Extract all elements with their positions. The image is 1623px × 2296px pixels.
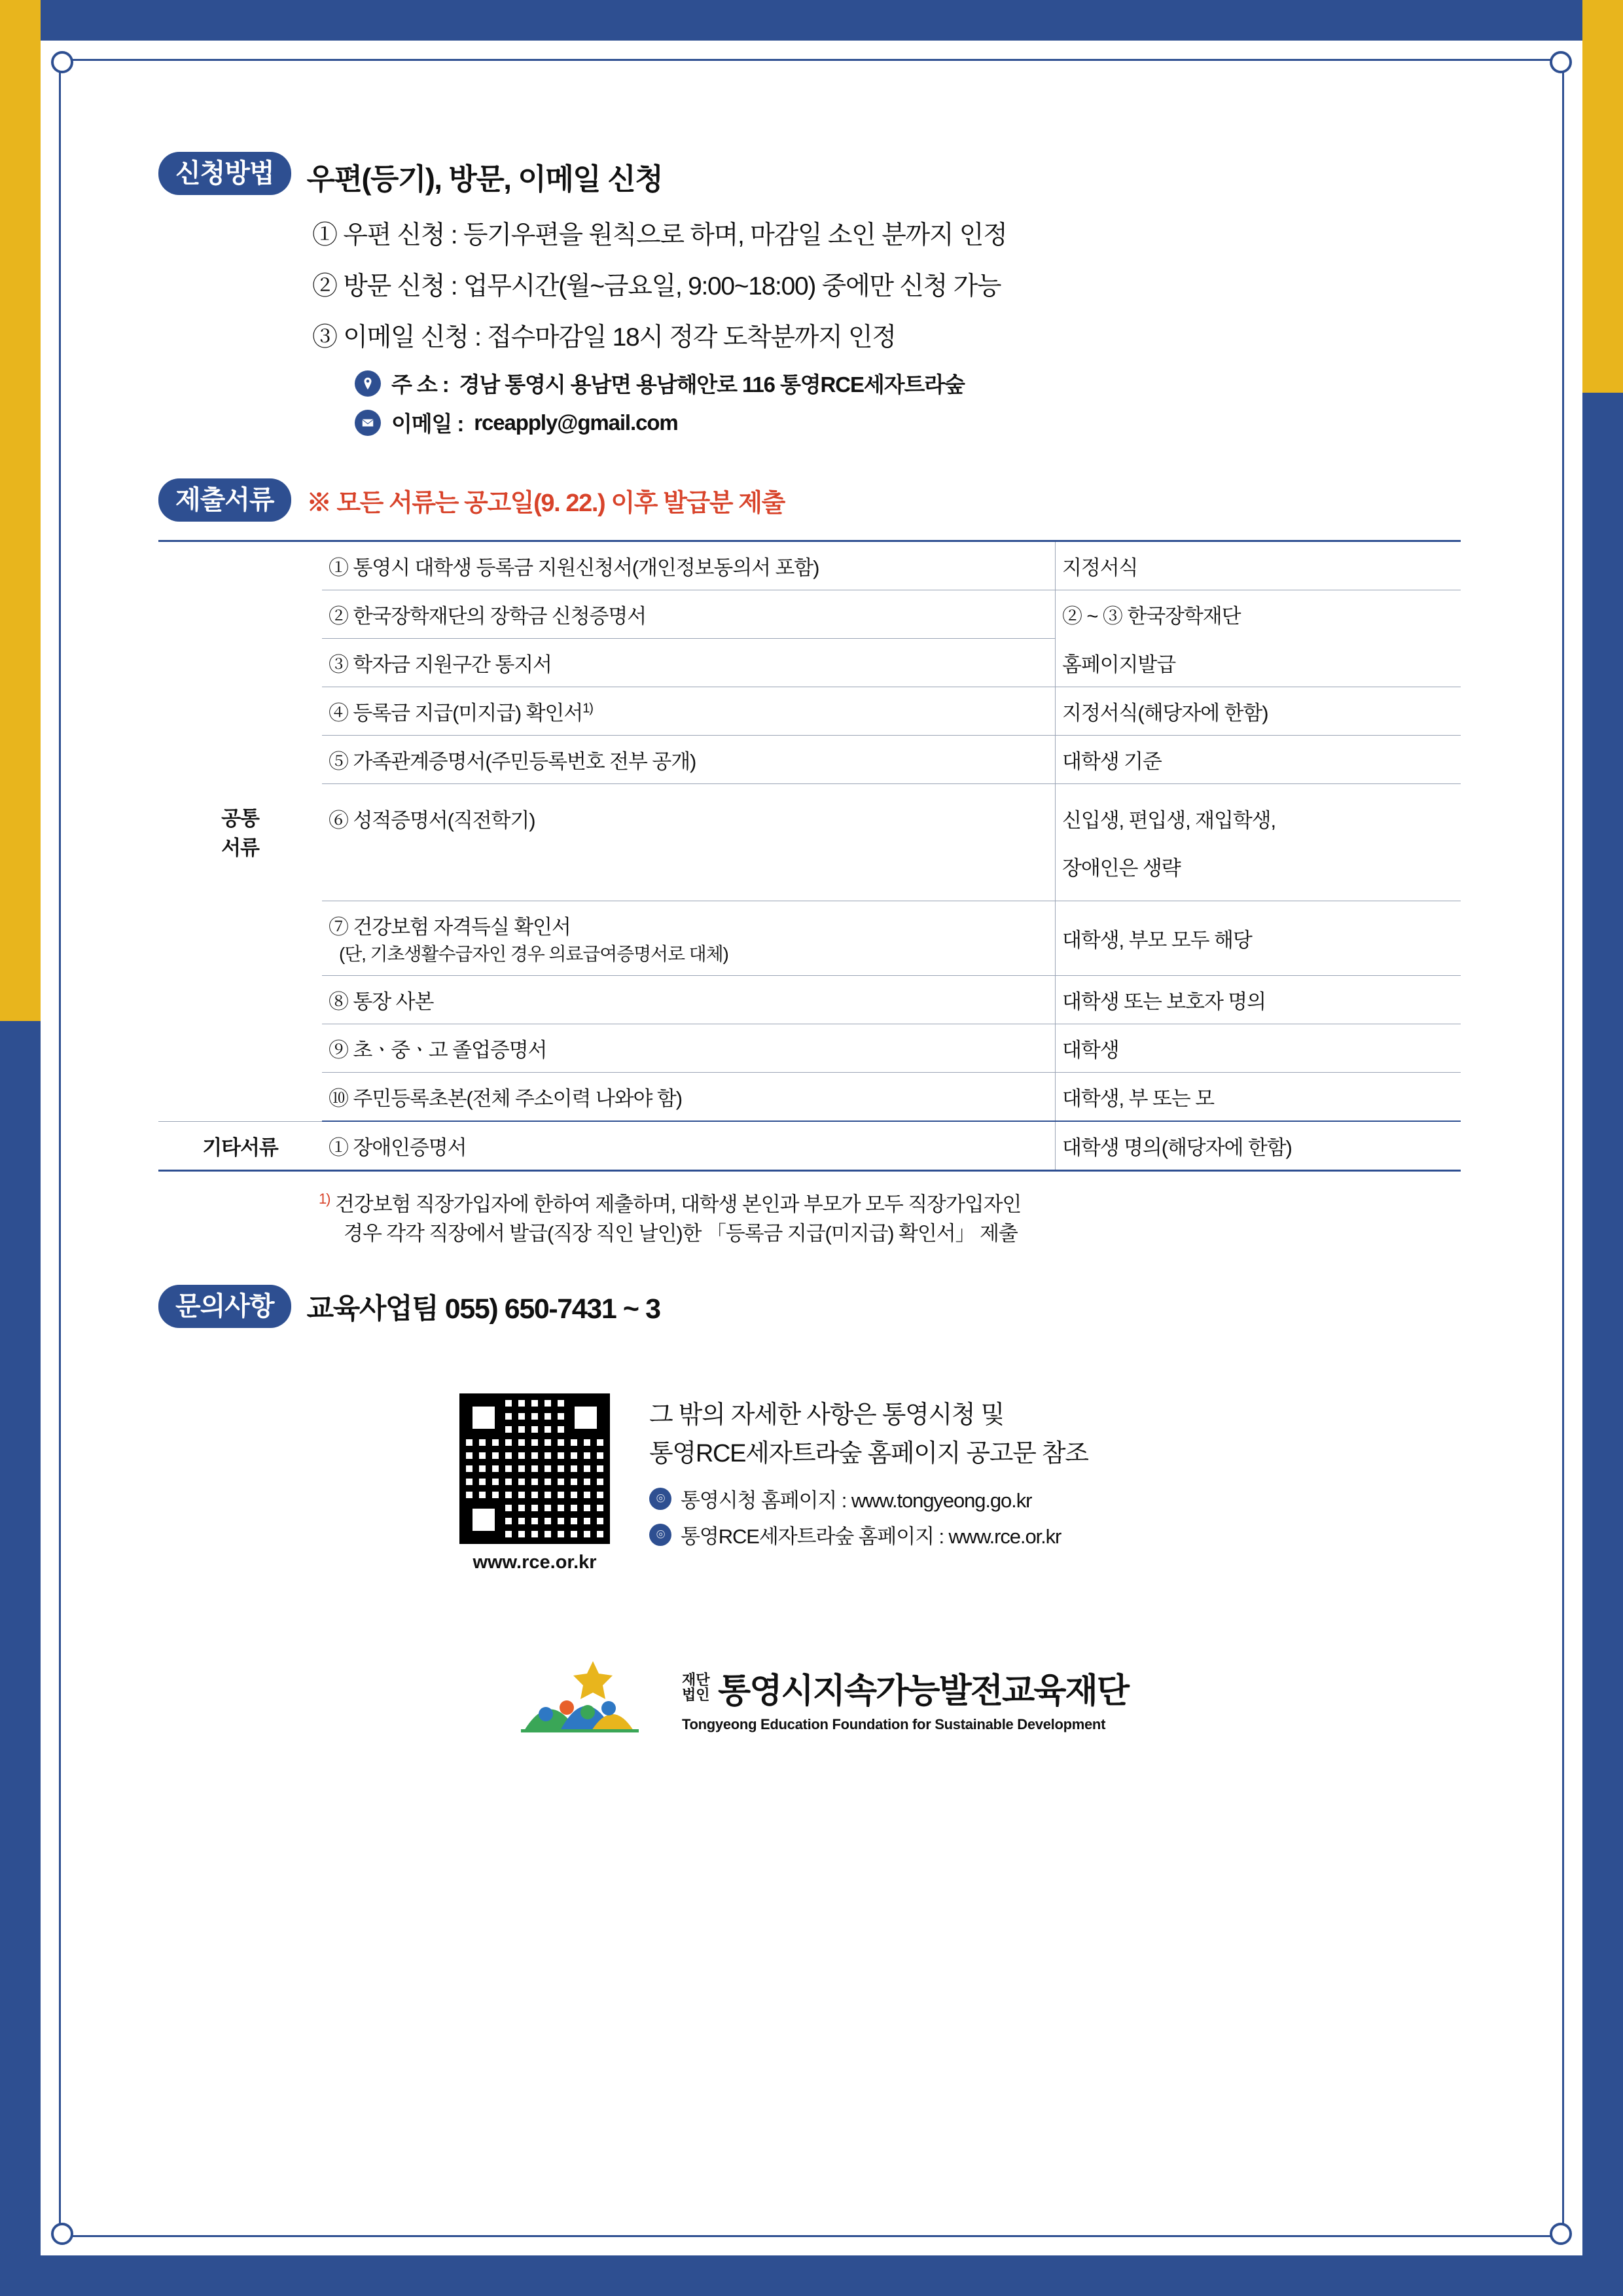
qr-caption: www.rce.or.kr <box>473 1552 597 1573</box>
document-name: ③ 학자금 지원구간 통지서 <box>322 639 1056 687</box>
category-common-line2: 서류 <box>221 836 259 860</box>
document-note: 대학생, 부모 모두 해당 <box>1056 901 1461 976</box>
document-name: ⑤ 가족관계증명서(주민등록번호 전부 공개) <box>322 736 1056 784</box>
category-other-cell: 기타서류 <box>158 1121 322 1171</box>
documents-note: ※ 모든 서류는 공고일(9. 22.) 이후 발급분 제출 <box>306 489 785 517</box>
corner-dot-bottom-right <box>1550 2223 1572 2245</box>
document-name-text: ⑦ 건강보험 자격득실 확인서 <box>329 916 571 939</box>
document-name: ② 한국장학재단의 장학금 신청증명서 <box>322 590 1056 639</box>
footer-link-2[interactable] <box>649 1520 1088 1549</box>
footnote-line-1: 건강보험 직장가입자에 한하여 제출하며, 대학생 본인과 부모가 모두 직장가입자인 <box>334 1193 1022 1216</box>
footnote-marker: 1) <box>319 1191 330 1207</box>
document-note: 장애인은 생략 <box>1056 842 1461 901</box>
apply-step-3: ③ 이메일 신청 : 접수마감일 18시 정각 도착분까지 인정 <box>312 323 896 351</box>
category-common-line1: 공통 <box>221 807 259 831</box>
document-note: 대학생 명의(해당자에 한함) <box>1056 1121 1461 1171</box>
logo-text <box>682 1663 1128 1733</box>
corner-dot-bottom-left <box>51 2223 73 2245</box>
apply-method-steps <box>312 215 1484 353</box>
apply-step-2: ② 방문 신청 : 업무시간(월~금요일, 9:00~18:00) 중에만 신청 가능 <box>312 272 1001 300</box>
document-name: ⑨ 초ㆍ중ㆍ고 졸업증명서 <box>322 1024 1056 1073</box>
corner-dot-top-left <box>51 51 73 73</box>
table-row <box>158 541 1461 590</box>
documents-table <box>158 540 1461 1172</box>
document-note: 대학생 <box>1056 1024 1461 1073</box>
logo-main-text: 통영시지속가능발전교육재단 <box>717 1672 1128 1710</box>
category-common-cell <box>158 541 322 1122</box>
footer-qr-section <box>459 1393 1484 1573</box>
qr-finder-top-right <box>565 1397 606 1438</box>
document-note: 대학생 기준 <box>1056 736 1461 784</box>
apply-method-section <box>158 152 1484 198</box>
foundation-logo <box>158 1652 1484 1744</box>
logo-small-line-1: 재단 <box>682 1672 710 1689</box>
table-row <box>158 639 1461 687</box>
footer-links <box>649 1393 1088 1556</box>
table-row <box>158 1024 1461 1073</box>
documents-tag: 제출서류 <box>158 478 291 522</box>
footer-info-line-1: 그 밖의 자세한 사항은 통영시청 및 <box>649 1401 1005 1429</box>
globe-icon: ⌾ <box>649 1488 671 1510</box>
document-name <box>322 842 1056 901</box>
footer-link-2-text: 통영RCE세자트라숲 홈페이지 : www.rce.or.kr <box>681 1525 1061 1549</box>
address-line <box>355 368 1484 399</box>
document-note: 지정서식 <box>1056 541 1461 590</box>
document-name: ⑥ 성적증명서(직전학기) <box>322 784 1056 843</box>
background-gold-left-bar <box>0 0 41 1021</box>
footer-info-line-2: 통영RCE세자트라숲 홈페이지 공고문 참조 <box>649 1440 1088 1468</box>
table-row <box>158 736 1461 784</box>
qr-code-icon[interactable] <box>459 1393 610 1544</box>
logo-small-text <box>682 1672 710 1702</box>
inquiry-text: 교육사업팀 055) 650-7431 ~ 3 <box>306 1293 660 1325</box>
table-row <box>158 1073 1461 1122</box>
table-row <box>158 687 1461 736</box>
document-name-text: ④ 등록금 지급(미지급) 확인서 <box>329 702 583 725</box>
table-row <box>158 1121 1461 1171</box>
contact-block <box>355 368 1484 438</box>
documents-header <box>158 478 1484 522</box>
document-note: 홈페이지발급 <box>1056 639 1461 687</box>
qr-finder-top-left <box>463 1397 504 1438</box>
table-row <box>158 842 1461 901</box>
table-footnote <box>319 1189 1484 1249</box>
document-note: 대학생 또는 보호자 명의 <box>1056 976 1461 1024</box>
address-label: 주 소 : <box>391 372 449 397</box>
document-name: ⑧ 통장 사본 <box>322 976 1056 1024</box>
document-name <box>322 901 1056 976</box>
inquiry-tag: 문의사항 <box>158 1285 291 1328</box>
logo-english-text: Tongyeong Education Foundation for Sustainable Development <box>682 1715 1106 1732</box>
document-note: 대학생, 부 또는 모 <box>1056 1073 1461 1122</box>
table-row <box>158 590 1461 639</box>
logo-mark-icon <box>514 1652 665 1744</box>
qr-finder-bottom-left <box>463 1499 504 1540</box>
email-label: 이메일 : <box>391 412 464 436</box>
document-name: ① 장애인증명서 <box>322 1121 1056 1171</box>
table-row <box>158 901 1461 976</box>
logo-small-line-2: 법인 <box>682 1687 710 1704</box>
email-line <box>355 407 1484 438</box>
address-value: 경남 통영시 용남면 용남해안로 116 통영RCE세자트라숲 <box>459 372 965 397</box>
table-row <box>158 976 1461 1024</box>
document-name-subtext: (단, 기초생활수급자인 경우 의료급여증명서로 대체) <box>339 944 728 964</box>
envelope-icon <box>355 410 381 436</box>
table-row <box>158 784 1461 843</box>
document-name: ⑩ 주민등록초본(전체 주소이력 나와야 함) <box>322 1073 1056 1122</box>
background-gold-right-bar <box>1582 0 1623 393</box>
email-value: rceapply@gmail.com <box>474 410 678 435</box>
inquiry-section <box>158 1285 1484 1328</box>
apply-step-1: ① 우편 신청 : 등기우편을 원칙으로 하며, 마감일 소인 분까지 인정 <box>312 221 1007 249</box>
footnote-line-2: 경우 각각 직장에서 발급(직장 직인 날인)한 「등록금 지급(미지급) 확인서」 제출 <box>344 1222 1018 1246</box>
footer-link-1[interactable] <box>649 1484 1088 1513</box>
document-name: ① 통영시 대학생 등록금 지원신청서(개인정보동의서 포함) <box>322 541 1056 590</box>
document-page <box>41 41 1582 2255</box>
document-name <box>322 687 1056 736</box>
apply-method-title: 우편(등기), 방문, 이메일 신청 <box>306 162 663 196</box>
location-pin-icon <box>355 370 381 397</box>
corner-dot-top-right <box>1550 51 1572 73</box>
document-note: 신입생, 편입생, 재입학생, <box>1062 809 1276 832</box>
document-note: 지정서식(해당자에 한함) <box>1056 687 1461 736</box>
globe-icon: ⌾ <box>649 1524 671 1546</box>
document-footnote-marker: 1) <box>582 701 593 716</box>
qr-wrapper <box>459 1393 610 1573</box>
page-content <box>158 152 1484 1744</box>
footer-link-1-text: 통영시청 홈페이지 : www.tongyeong.go.kr <box>681 1489 1032 1513</box>
document-note: ② ~ ③ 한국장학재단 <box>1062 605 1241 628</box>
apply-method-tag: 신청방법 <box>158 152 291 195</box>
